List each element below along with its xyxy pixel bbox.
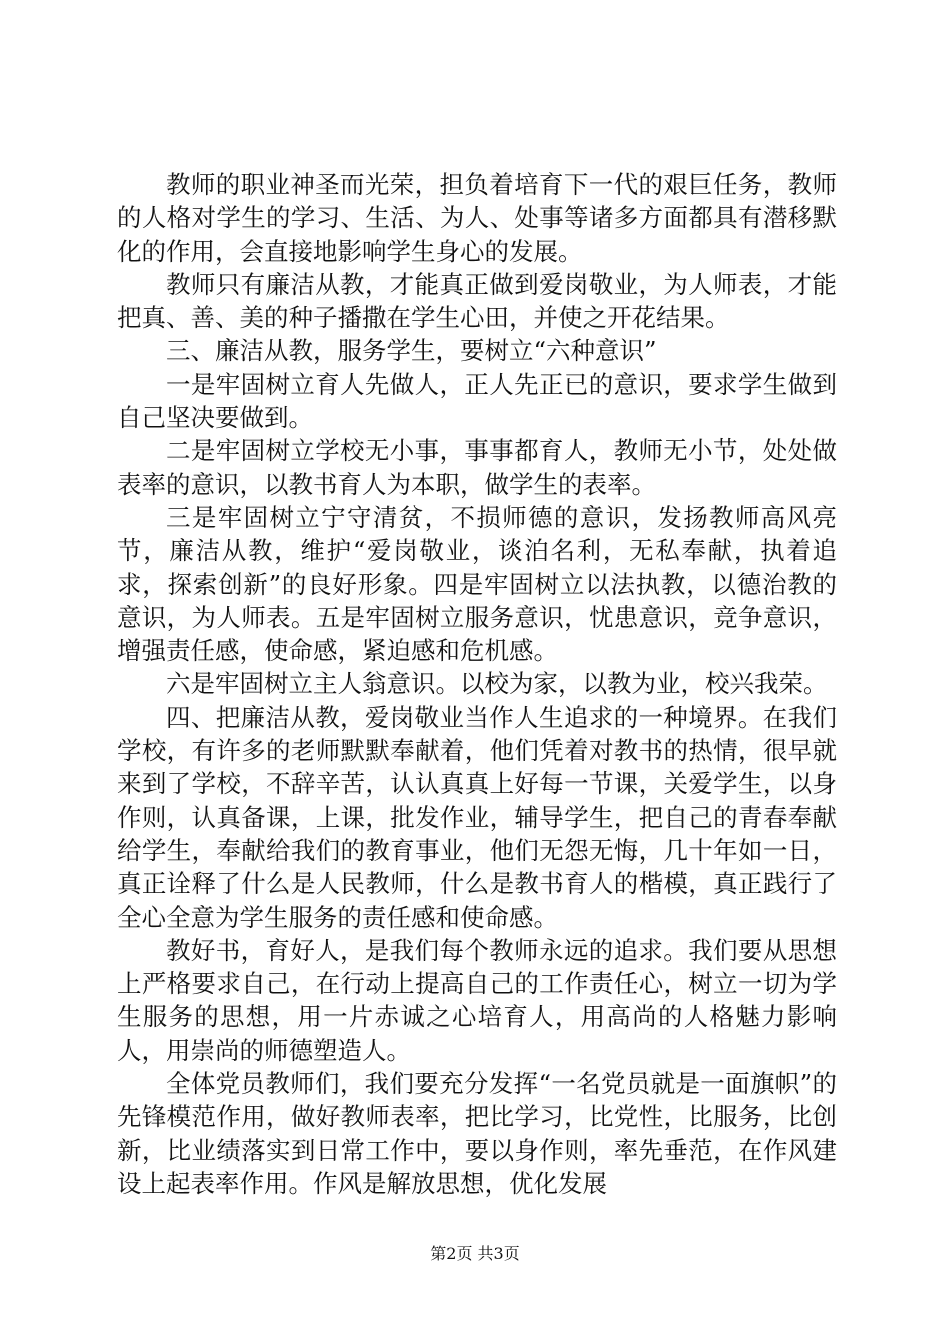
paragraph: 四、把廉洁从教，爱岗敬业当作人生追求的一种境界。在我们学校，有许多的老师默默奉献着，他们凭着对教书的热情，很早就来到了学校，不辞辛苦，认认真真上好每一节课，关爱学生，以身作则，认真备课，上课，批发作业，辅导学生，把自己的青春奉献给学生，奉献给我们的教育事业，他们无怨无悔，几十年如一日，真正诠释了什么是人民教师，什么是教书育人的楷模，真正践行了全心全意为学生服务的责任感和使命感。 [117,702,837,932]
page-footer: 第2页 共3页 [430,1244,520,1263]
paragraph: 一是牢固树立育人先做人，正人先正已的意识，要求学生做到自己坚决要做到。 [117,369,837,433]
paragraph: 教师只有廉洁从教，才能真正做到爱岗敬业，为人师表，才能把真、善、美的种子播撒在学生心田，并使之开花结果。 [117,269,837,333]
paragraph: 全体党员教师们，我们要充分发挥“一名党员就是一面旗帜”的先锋模范作用，做好教师表率，把比学习，比党性，比服务，比创新，比业绩落实到日常工作中，要以身作则，率先垂范，在作风建设上起表率作用。作风是解放思想，优化发展 [117,1069,837,1198]
paragraph: 教好书，育好人，是我们每个教师永远的追求。我们要从思想上严格要求自己，在行动上提高自己的工作责任心，树立一切为学生服务的思想，用一片赤诚之心培育人，用高尚的人格魅力影响人，用崇尚的师德塑造人。 [117,935,837,1065]
document-body [117,168,837,1200]
section-heading: 三、廉洁从教，服务学生，要树立“六种意识” [166,336,657,366]
paragraph: 六是牢固树立主人翁意识。以校为家，以教为业，校兴我荣。 [166,669,828,699]
paragraph: 二是牢固树立学校无小事，事事都育人，教师无小节，处处做表率的意识，以教书育人为本职，做学生的表率。 [117,436,837,499]
paragraph: 教师的职业神圣而光荣，担负着培育下一代的艰巨任务，教师的人格对学生的学习、生活、为人、处事等诸多方面都具有潜移默化的作用，会直接地影响学生身心的发展。 [117,170,837,266]
paragraph: 三是牢固树立宁守清贫，不损师德的意识，发扬教师高风亮节，廉洁从教，维护“爱岗敬业，谈泊名利，无私奉献，执着追求，探索创新”的良好形象。四是牢固树立以法执教，以德治教的意识，为人师表。五是牢固树立服务意识，忧患意识，竞争意识，增强责任感，使命感，紧迫感和危机感。 [117,502,837,666]
